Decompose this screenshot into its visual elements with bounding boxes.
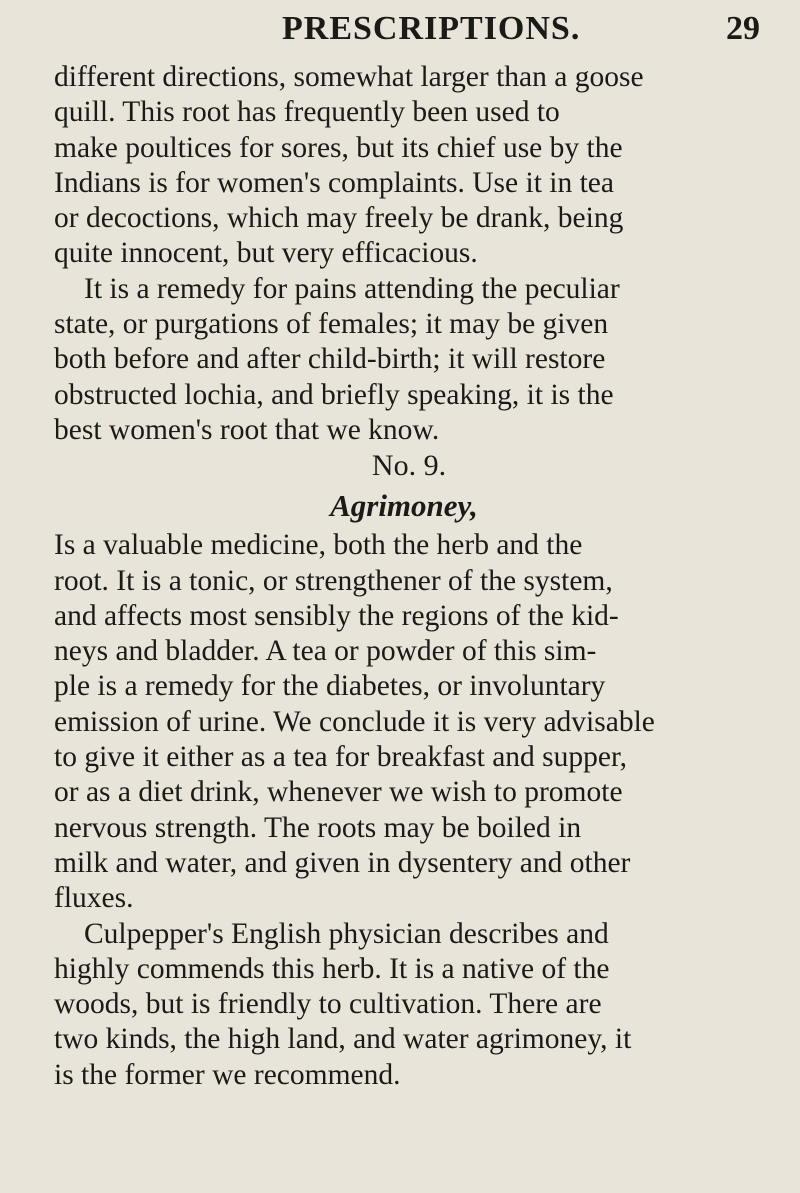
text-line: state, or purgations of females; it may be given [54,308,609,341]
text-line: to give it either as a tea for breakfast and supper, [54,741,628,774]
text-line: two kinds, the high land, and water agrimoney, it [54,1023,632,1056]
text-line: neys and bladder. A tea or powder of this sim- [54,635,597,668]
text-line: both before and after child-birth; it will restore [54,343,606,376]
text-line: root. It is a tonic, or strengthener of the system, [54,564,613,597]
text-line: ple is a remedy for the diabetes, or involuntary [54,670,606,703]
text-line: best women's root that we know. [54,413,440,446]
text-line: make poultices for sores, but its chief use by the [54,131,623,164]
paragraph-remedy [54,272,794,448]
text-line: and affects most sensibly the regions of the kid- [54,599,619,632]
section-herb-title: Agrimoney, [330,488,478,524]
running-title: PRESCRIPTIONS. [282,10,581,47]
text-line: highly commends this herb. It is a native of the [54,952,610,985]
text-line: nervous strength. The roots may be boiled in [54,811,582,844]
page-number: 29 [726,10,760,47]
text-line: different directions, somewhat larger than a goose [54,61,644,93]
text-line: quite innocent, but very efficacious. [54,237,478,270]
text-line: or as a diet drink, whenever we wish to promote [54,776,623,809]
text-line: obstructed lochia, and briefly speaking, it is the [54,378,614,411]
text-line: quill. This root has frequently been used to [54,96,560,129]
text-line: milk and water, and given in dysentery and other [54,846,631,879]
text-line: or decoctions, which may freely be drank, being [54,202,624,235]
paragraph-culpepper [54,917,794,1093]
text-line: It is a remedy for pains attending the peculiar [84,272,620,305]
body-text [54,60,794,1093]
text-line: Indians is for women's complaints. Use it in tea [54,166,614,199]
section-number: No. 9. [371,449,447,483]
text-line: Culpepper's English physician describes and [84,917,609,950]
running-head [60,10,760,50]
text-line: woods, but is friendly to cultivation. There are [54,988,602,1021]
text-line: is the former we recommend. [54,1058,401,1091]
text-line: fluxes. [54,882,134,915]
text-line: Is a valuable medicine, both the herb and the [54,529,583,562]
paragraph-agrimoney [54,528,794,916]
text-line: emission of urine. We conclude it is very advisable [54,705,655,738]
paragraph-continued [54,60,794,272]
